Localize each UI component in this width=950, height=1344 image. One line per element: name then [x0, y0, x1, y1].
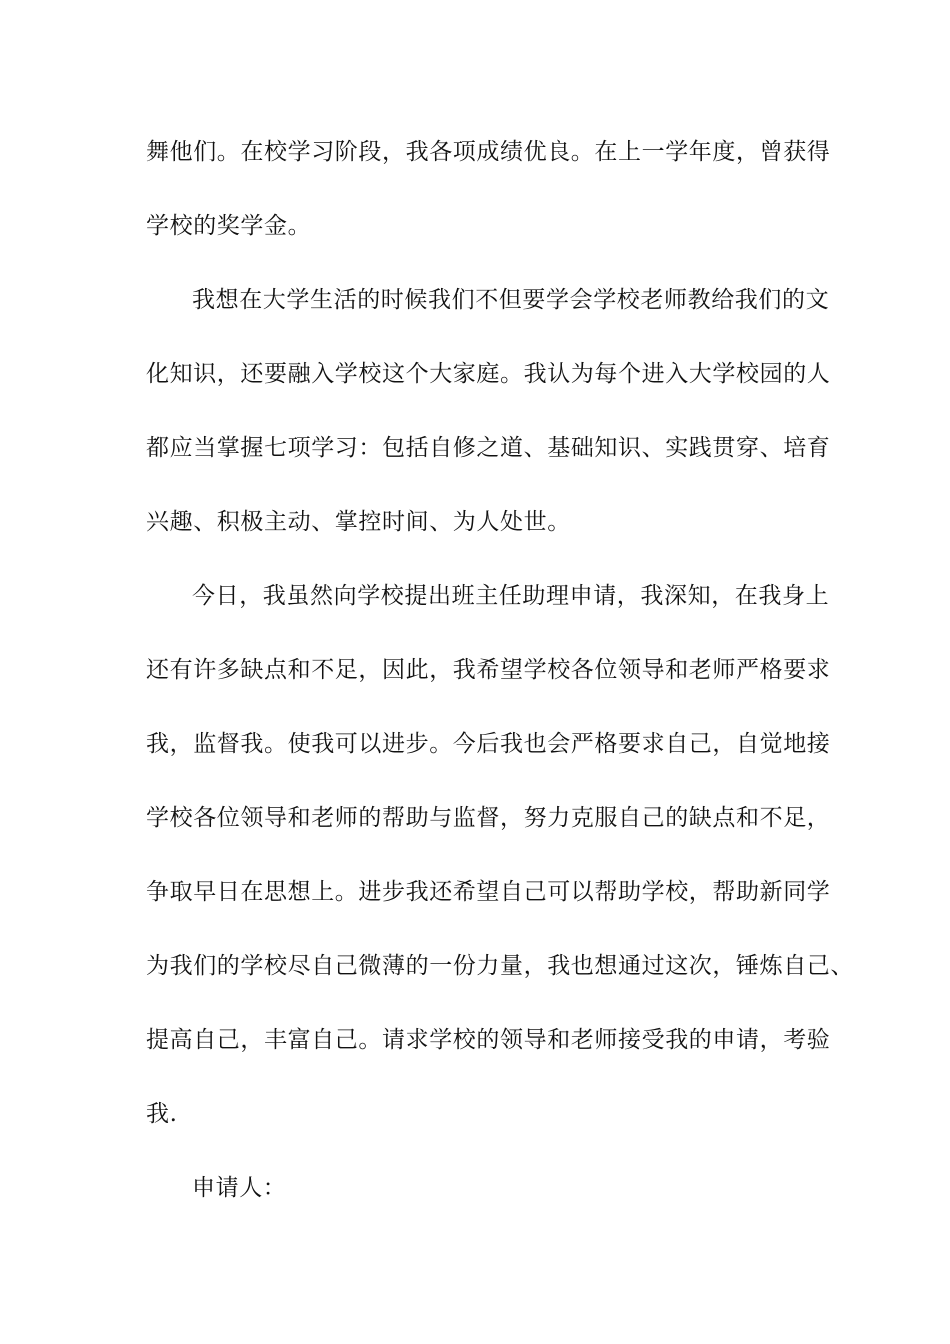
text-line: 我.	[146, 1101, 178, 1127]
text-line: 争取早日在思想上。进步我还希望自己可以帮助学校，帮助新同学	[146, 879, 831, 905]
text-line: 我，监督我。使我可以进步。今后我也会严格要求自己，自觉地接	[146, 731, 831, 757]
letter-body	[146, 132, 854, 1242]
text-line: 还有许多缺点和不足，因此，我希望学校各位领导和老师严格要求	[146, 657, 831, 683]
signature-label: 申请人：	[192, 1175, 287, 1201]
text-line: 都应当掌握七项学习：包括自修之道、基础知识、实践贯穿、培育	[146, 435, 831, 461]
text-line: 兴趣、积极主动、掌控时间、为人处世。	[146, 509, 571, 535]
text-line: 学校各位领导和老师的帮助与监督，努力克服自己的缺点和不足，	[146, 805, 831, 831]
paragraph-start-line: 今日，我虽然向学校提出班主任助理申请，我深知，在我身上	[192, 583, 830, 609]
text-line: 化知识，还要融入学校这个大家庭。我认为每个进入大学校园的人	[146, 361, 831, 387]
text-line: 提高自己，丰富自己。请求学校的领导和老师接受我的申请，考验	[146, 1027, 831, 1053]
text-line: 为我们的学校尽自己微薄的一份力量，我也想通过这次，锤炼自己、	[146, 953, 854, 979]
text-line: 学校的奖学金。	[146, 213, 312, 239]
paragraph-start-line: 我想在大学生活的时候我们不但要学会学校老师教给我们的文	[192, 287, 830, 313]
text-line: 舞他们。在校学习阶段，我各项成绩优良。在上一学年度，曾获得	[146, 139, 831, 165]
